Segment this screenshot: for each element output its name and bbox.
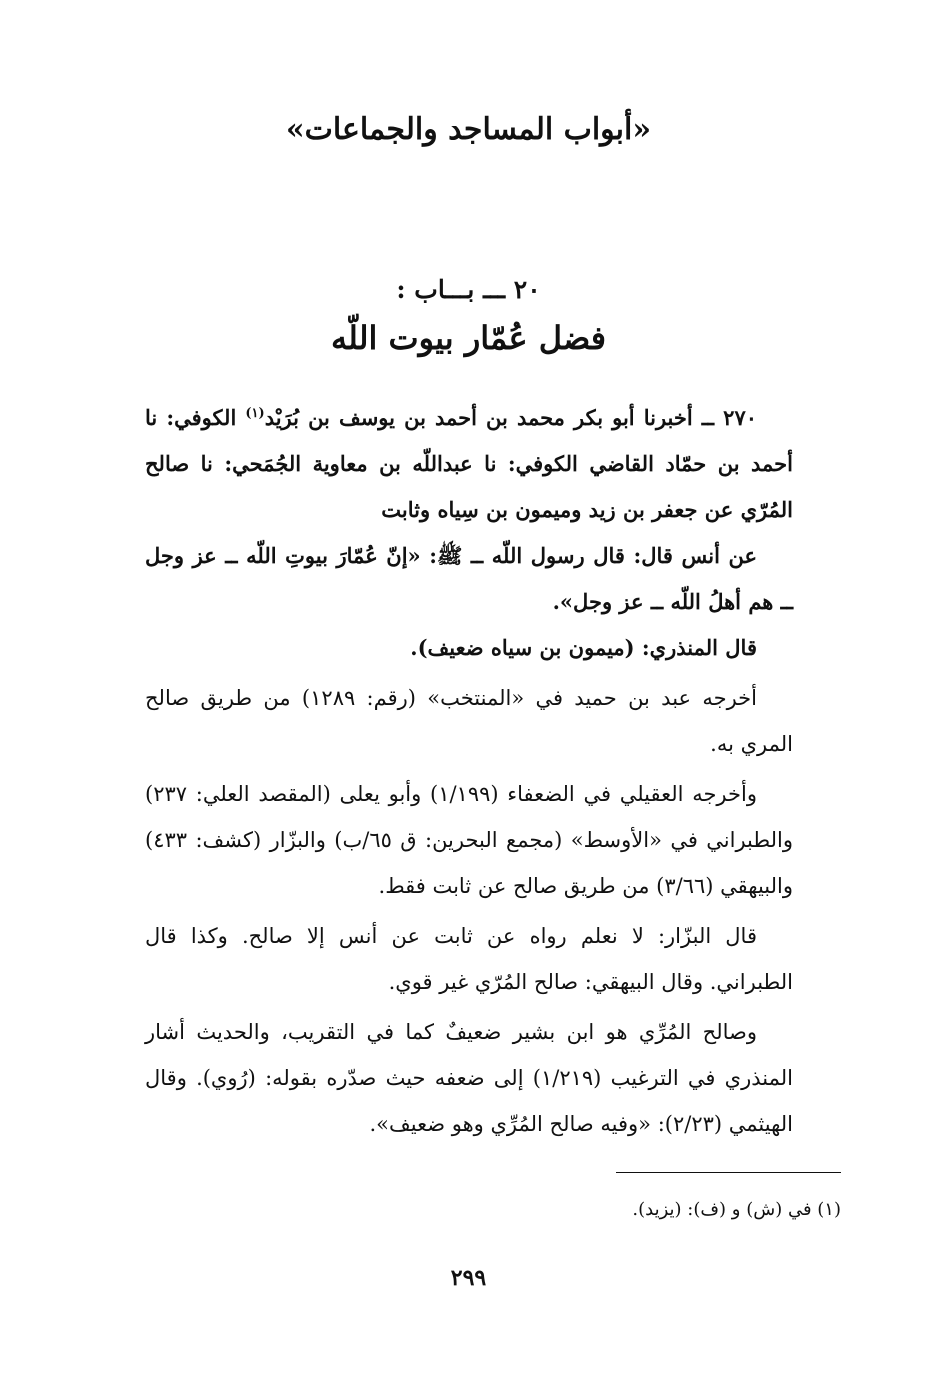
main-text (145, 395, 793, 1147)
hadith-isnad-line-1: ٢٧٠ ــ أخبرنا أبو بكر محمد بن أحمد بن يوسف بن بُرَيْد (264, 405, 758, 430)
running-head: «أبواب المساجد والجماعات» (285, 112, 652, 147)
hadith-isnad-line-2: الكوفي: نا أحمد بن حمّاد القاضي الكوفي: نا عبداللّه بن معاوية الجُمَحي: (145, 405, 793, 476)
hadith-isnad (145, 395, 793, 533)
footnote-divider (616, 1172, 841, 1173)
commentary-paragraph: أخرجه عبد بن حميد في «المنتخب» (رقم: ١٢٨٩) من طريق صالح المري به. (145, 686, 793, 756)
page-number: ٢٩٩ (450, 1265, 487, 1291)
hadith-matn: عن أنس قال: قال رسول اللّه ــ ﷺ: «إنّ عُمّارَ بيوتِ اللّه ــ عز وجل ــ هم أهلُ اللّه ــ عز وجل». (145, 543, 793, 614)
footnote: (١) في (ش) و (ف): (يزيد). (632, 1199, 841, 1220)
commentary-paragraph: قال البزّار: لا نعلم رواه عن ثابت عن أنس إلا صالح. وكذا قال الطبراني. وقال البيهقي: صالح المُرّي غير قوي. (145, 924, 793, 994)
commentary-paragraph: وصالح المُرِّي هو ابن بشير ضعيفٌ كما في التقريب، والحديث أشار المنذري في الترغيب (١/٢١٩) إلى ضعفه حيث صدّره بقوله: (رُوي). وقال الهيثمي (٢/٢٣): «وفيه صالح المُرِّي وهو ضعيف». (145, 1020, 793, 1136)
hadith-isnad-line-3: نا صالح المُرّي عن جعفر بن زيد وميمون بن سِياه وثابت (145, 451, 793, 522)
mundhiri-grading: قال المنذري: (ميمون بن سياه ضعيف). (410, 635, 757, 660)
chapter-title: فضل عُمّار بيوت اللّه (330, 319, 607, 357)
footnote-reference: (١) (245, 406, 265, 421)
chapter-number: ٢٠ ـــ بـــاب : (396, 275, 541, 304)
commentary-paragraph: وأخرجه العقيلي في الضعفاء (١/١٩٩) وأبو يعلى (المقصد العلي: ٢٣٧) والطبراني في «الأوسط» (مجمع البحرين: ق ٦٥/ب) والبزّار (كشف: ٤٣٣) والبيهقي (٣/٦٦) من طريق صالح عن ثابت فقط. (145, 782, 793, 898)
